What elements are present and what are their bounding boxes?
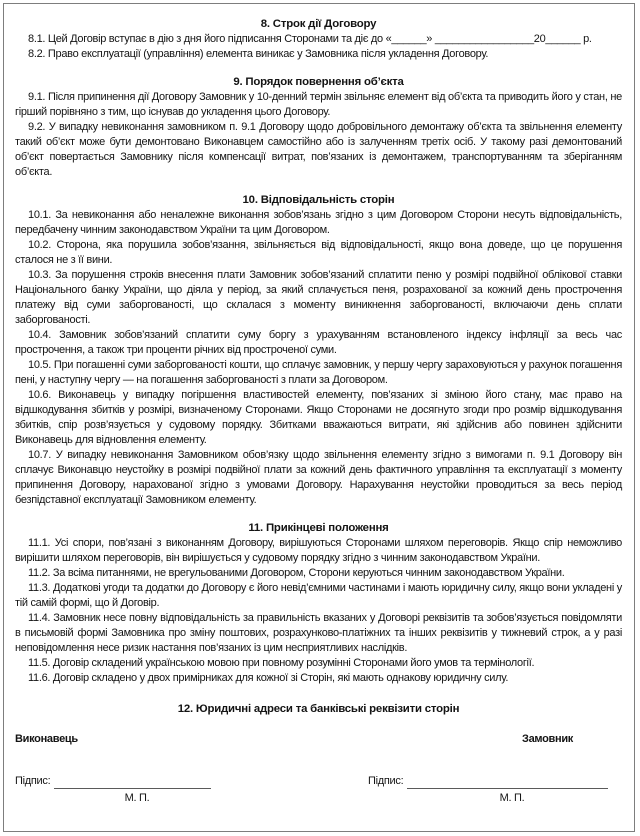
executor-party-label: Виконавець <box>15 733 78 745</box>
contract-body <box>15 17 622 717</box>
section-heading: 8. Строк дії Договору <box>260 18 377 30</box>
contract-paragraph: 11.2. За всіма питаннями, не врегульованими Договором, Сторони керуються чинним законодавством України. <box>28 567 565 579</box>
contract-section <box>15 702 622 717</box>
contract-paragraph: 8.2. Право експлуатації (управління) елемента виникає у Замовника після укладення Договору. <box>28 48 489 60</box>
signatures-row <box>15 774 622 806</box>
signature-line <box>407 777 608 789</box>
parties-row <box>15 732 622 747</box>
contract-paragraph: 11.1. Усі спори, пов’язані з виконанням Договору, вирішуються Сторонами шляхом переговорів. Якщо спір неможливо вирішити шляхом переговорів, він вирішується у судовому порядку згідно з чинним законодавством України. <box>15 537 622 564</box>
contract-paragraph: 11.4. Замовник несе повну відповідальність за правильність вказаних у Договорі реквізитів та зобов’язується повідомляти в письмовій формі Замовника про зміну поштових, розрахунково-платіжних та інших реквізитів у тижневий строк, а у разі неповідомлення несе ризик настання пов’язаних із цим несприятливих наслідків. <box>15 612 622 654</box>
contract-paragraph: 9.2. У випадку невиконання замовником п. 9.1 Договору щодо добровільного демонтажу об’єкта та звільнення елементу такий об’єкт може бути демонтовано Виконавцем самостійно або із залученням третіх осіб. У такому разі демонтований об’єкт повертається Замовнику після компенсації витрат, пов’язаних із демонтажем, транспортуванням та зберіганням об’єкта. <box>15 121 622 178</box>
contract-section <box>15 193 622 508</box>
section-heading: 12. Юридичні адреси та банківські реквізити сторін <box>177 703 460 715</box>
customer-signature-area <box>368 774 608 806</box>
contract-paragraph: 9.1. Після припинення дії Договору Замовник у 10-денний термін звільняє елемент від об’єкта та приводить його у стан, не гірший порівняно з тим, що існував до укладення цього Договору. <box>15 91 622 118</box>
customer-party-label: Замовник <box>522 733 573 745</box>
contract-paragraph: 10.7. У випадку невиконання Замовником обов’язку щодо звільнення елементу згідно з вимогами п. 9.1 Договору він сплачує Виконавцю неустойку в розмірі подвійної плати за кожний день фактичного управління та експлуатації з моменту припинення Договору, нарахованої згідно з умовами Договору. Нарахування неустойки проводиться за весь період безпідставної експлуатації Замовником елементу. <box>15 449 622 506</box>
signature-label: Підпис: <box>15 775 51 787</box>
contract-paragraph: 10.1. За невиконання або неналежне виконання зобов’язань згідно з цим Договором Сторони несуть відповідальність, передбачену чинним законодавством України та цим Договором. <box>15 209 622 236</box>
contract-paragraph: 10.5. При погашенні суми заборгованості кошти, що сплачує замовник, у першу чергу зараховуються у рахунок погашення пені, у наступну чергу — на погашення заборгованості з плати за Договором. <box>15 359 622 386</box>
seal-label: М. П. <box>499 792 525 804</box>
contract-section <box>15 17 622 62</box>
executor-signature-area <box>15 774 211 806</box>
section-heading: 9. Порядок повернення об’єкта <box>233 76 404 88</box>
contract-paragraph: 11.5. Договір складений українською мовою при повному розумінні Сторонами його умов та термінології. <box>28 657 535 669</box>
executor-signature-row <box>15 774 211 789</box>
section-heading: 11. Прикінцеві положення <box>248 522 389 534</box>
signature-line <box>54 777 211 789</box>
signature-label: Підпис: <box>368 775 404 787</box>
contract-paragraph: 10.2. Сторона, яка порушила зобов’язання, звільняється від відповідальності, якщо вона доведе, що це порушення сталося не з її вини. <box>15 239 622 266</box>
contract-paragraph: 10.6. Виконавець у випадку погіршення властивостей елементу, пов’язаних зі зміною його стану, має право на відшкодування збитків у розмірі, визначеному Сторонами. Якщо Сторонами не досягнуто згоди про розмір відшкодування збитків, спір розв’язується у судовому порядку. Збитками вважаються витрати, які здійснив або повинен здійснити Виконавець для відновлення елементу. <box>15 389 622 446</box>
contract-paragraph: 10.3. За порушення строків внесення плати Замовник зобов’язаний сплатити пеню у розмірі подвійної облікової ставки Національного банку України, що діяла у період, за який сплачується пеня, розрахованої за кожний день прострочення платежу від суми заборгованості, що склалася з моменту виникнення заборгованості, включаючи день сплати заборгованості. <box>15 269 622 326</box>
contract-paragraph: 11.6. Договір складено у двох примірниках для кожної зі Сторін, які мають однакову юридичну силу. <box>28 672 509 684</box>
customer-signature-row <box>368 774 608 789</box>
contract-paragraph: 8.1. Цей Договір вступає в дію з дня його підписання Сторонами та діє до «______» _________________20______ р. <box>28 33 592 45</box>
contract-section <box>15 521 622 686</box>
seal-label: М. П. <box>124 792 150 804</box>
contract-section <box>15 75 622 180</box>
contract-paragraph: 10.4. Замовник зобов’язаний сплатити суму боргу з урахуванням встановленого індексу інфляції за весь час прострочення, а також три проценти річних від простроченої суми. <box>15 329 622 356</box>
contract-document <box>15 17 622 806</box>
signature-block <box>15 732 622 806</box>
contract-page <box>3 3 635 832</box>
section-heading: 10. Відповідальність сторін <box>242 194 395 206</box>
contract-paragraph: 11.3. Додаткові угоди та додатки до Договору є його невід’ємними частинами і мають юридичну силу, якщо вони укладені у тій самій формі, що й Договір. <box>15 582 622 609</box>
